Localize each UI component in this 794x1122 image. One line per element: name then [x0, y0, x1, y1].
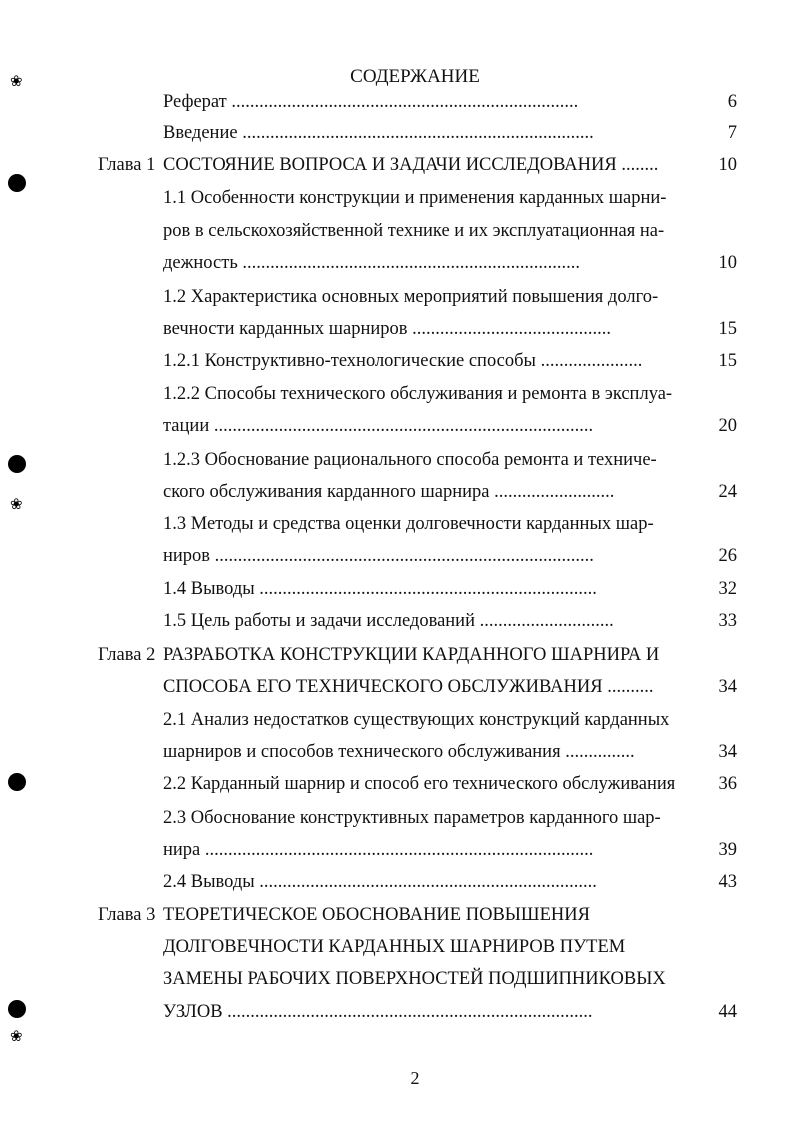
toc-page-number: 20	[718, 416, 737, 436]
toc-entry-text: дежность .........................................................................	[163, 253, 580, 273]
toc-entry	[0, 218, 794, 244]
toc-entry-text: 2.1 Анализ недостатков существующих конструкций карданных	[163, 710, 670, 730]
toc-entry-text: СОСТОЯНИЕ ВОПРОСА И ЗАДАЧИ ИССЛЕДОВАНИЯ ........	[163, 155, 659, 175]
toc-page-number: 34	[718, 742, 737, 762]
toc-entry-text: 1.2 Характеристика основных мероприятий повышения долго-	[163, 287, 659, 307]
toc-entry-text: ров в сельскохозяйственной технике и их эксплуатационная на-	[163, 221, 665, 241]
toc-entry	[0, 966, 794, 992]
toc-entry	[0, 576, 794, 602]
toc-page-number: 15	[718, 319, 737, 339]
toc-page-number: 43	[718, 872, 737, 892]
toc-entry	[0, 316, 794, 342]
toc-entry	[0, 739, 794, 765]
page-number: 2	[410, 1068, 420, 1088]
toc-entry-text: тации ..................................................................................	[163, 416, 594, 436]
toc-page-number: 36	[718, 774, 737, 794]
toc-page-number: 34	[718, 677, 737, 697]
toc-entry-text: 1.4 Выводы .........................................................................	[163, 579, 597, 599]
toc-entry	[0, 999, 794, 1025]
toc-entry	[0, 543, 794, 569]
scan-speck-mark: ❀	[10, 497, 23, 513]
toc-entry	[0, 642, 794, 668]
toc-entry-text: 1.1 Особенности конструкции и применения карданных шарни-	[163, 188, 667, 208]
toc-entry	[0, 348, 794, 374]
toc-entry	[0, 608, 794, 634]
toc-entry-text: 2.2 Карданный шарнир и способ его технического обслуживания	[163, 774, 676, 794]
toc-entry	[0, 869, 794, 895]
toc-entry-text: СПОСОБА ЕГО ТЕХНИЧЕСКОГО ОБСЛУЖИВАНИЯ ..........	[163, 677, 654, 697]
toc-chapter-label: Глава 1	[98, 155, 156, 175]
toc-page-number: 15	[718, 351, 737, 371]
toc-entry	[0, 511, 794, 537]
toc-entry-text: Введение ............................................................................	[163, 123, 594, 143]
toc-entry	[0, 413, 794, 439]
toc-chapter-label: Глава 2	[98, 645, 156, 665]
toc-entry	[0, 934, 794, 960]
toc-entry-text: 1.5 Цель работы и задачи исследований .............................	[163, 611, 614, 631]
toc-entry	[0, 805, 794, 831]
toc-entry	[0, 381, 794, 407]
toc-entry	[0, 837, 794, 863]
toc-entry	[0, 447, 794, 473]
toc-page-number: 24	[718, 482, 737, 502]
scan-speck-mark: ❀	[10, 74, 23, 90]
toc-page-number: 44	[718, 1002, 737, 1022]
toc-entry-text: шарниров и способов технического обслуживания ...............	[163, 742, 635, 762]
toc-page-number: 33	[718, 611, 737, 631]
toc-entry-text: 1.2.1 Конструктивно-технологические способы ......................	[163, 351, 643, 371]
toc-page-number: 39	[718, 840, 737, 860]
toc-entry	[0, 707, 794, 733]
toc-page-number: 32	[718, 579, 737, 599]
toc-entry	[0, 674, 794, 700]
toc-entry-text: 2.3 Обоснование конструктивных параметров карданного шар-	[163, 808, 661, 828]
binder-hole-mark	[8, 773, 26, 791]
toc-entry	[0, 89, 794, 115]
toc-entry-text: нира ....................................................................................	[163, 840, 594, 860]
toc-entry-text: 1.2.2 Способы технического обслуживания и ремонта в эксплуа-	[163, 384, 673, 404]
toc-entry	[0, 284, 794, 310]
toc-entry-text: УЗЛОВ ...............................................................................	[163, 1002, 593, 1022]
toc-entry	[0, 479, 794, 505]
toc-entry	[0, 902, 794, 928]
page-title: СОДЕРЖАНИЕ	[350, 66, 480, 87]
toc-entry	[0, 185, 794, 211]
toc-entry-text: вечности карданных шарниров ...........................................	[163, 319, 612, 339]
toc-page-number: 26	[718, 546, 737, 566]
toc-entry-text: РАЗРАБОТКА КОНСТРУКЦИИ КАРДАННОГО ШАРНИРА И	[163, 645, 660, 665]
toc-page-number: 6	[727, 92, 737, 112]
toc-entry-text: ниров ..................................................................................	[163, 546, 594, 566]
toc-entry	[0, 152, 794, 178]
binder-hole-mark	[8, 174, 26, 192]
toc-entry-text: 2.4 Выводы .........................................................................	[163, 872, 597, 892]
toc-entry	[0, 120, 794, 146]
toc-entry	[0, 250, 794, 276]
toc-entry-text: Реферат ...........................................................................	[163, 92, 579, 112]
toc-entry-text: ского обслуживания карданного шарнира ..........................	[163, 482, 615, 502]
binder-hole-mark	[8, 1000, 26, 1018]
toc-entry-text: 1.3 Методы и средства оценки долговечности карданных шар-	[163, 514, 654, 534]
scan-speck-mark: ❀	[10, 1029, 23, 1045]
toc-entry-text: ТЕОРЕТИЧЕСКОЕ ОБОСНОВАНИЕ ПОВЫШЕНИЯ	[163, 905, 590, 925]
toc-entry-text: 1.2.3 Обоснование рационального способа ремонта и техниче-	[163, 450, 657, 470]
toc-entry	[0, 771, 794, 797]
toc-page-number: 10	[718, 155, 737, 175]
toc-entry-text: ЗАМЕНЫ РАБОЧИХ ПОВЕРХНОСТЕЙ ПОДШИПНИКОВЫХ	[163, 969, 666, 989]
binder-hole-mark	[8, 455, 26, 473]
toc-entry-text: ДОЛГОВЕЧНОСТИ КАРДАННЫХ ШАРНИРОВ ПУТЕМ	[163, 937, 626, 957]
toc-page-number: 7	[727, 123, 737, 143]
toc-chapter-label: Глава 3	[98, 905, 156, 925]
toc-page-number: 10	[718, 253, 737, 273]
